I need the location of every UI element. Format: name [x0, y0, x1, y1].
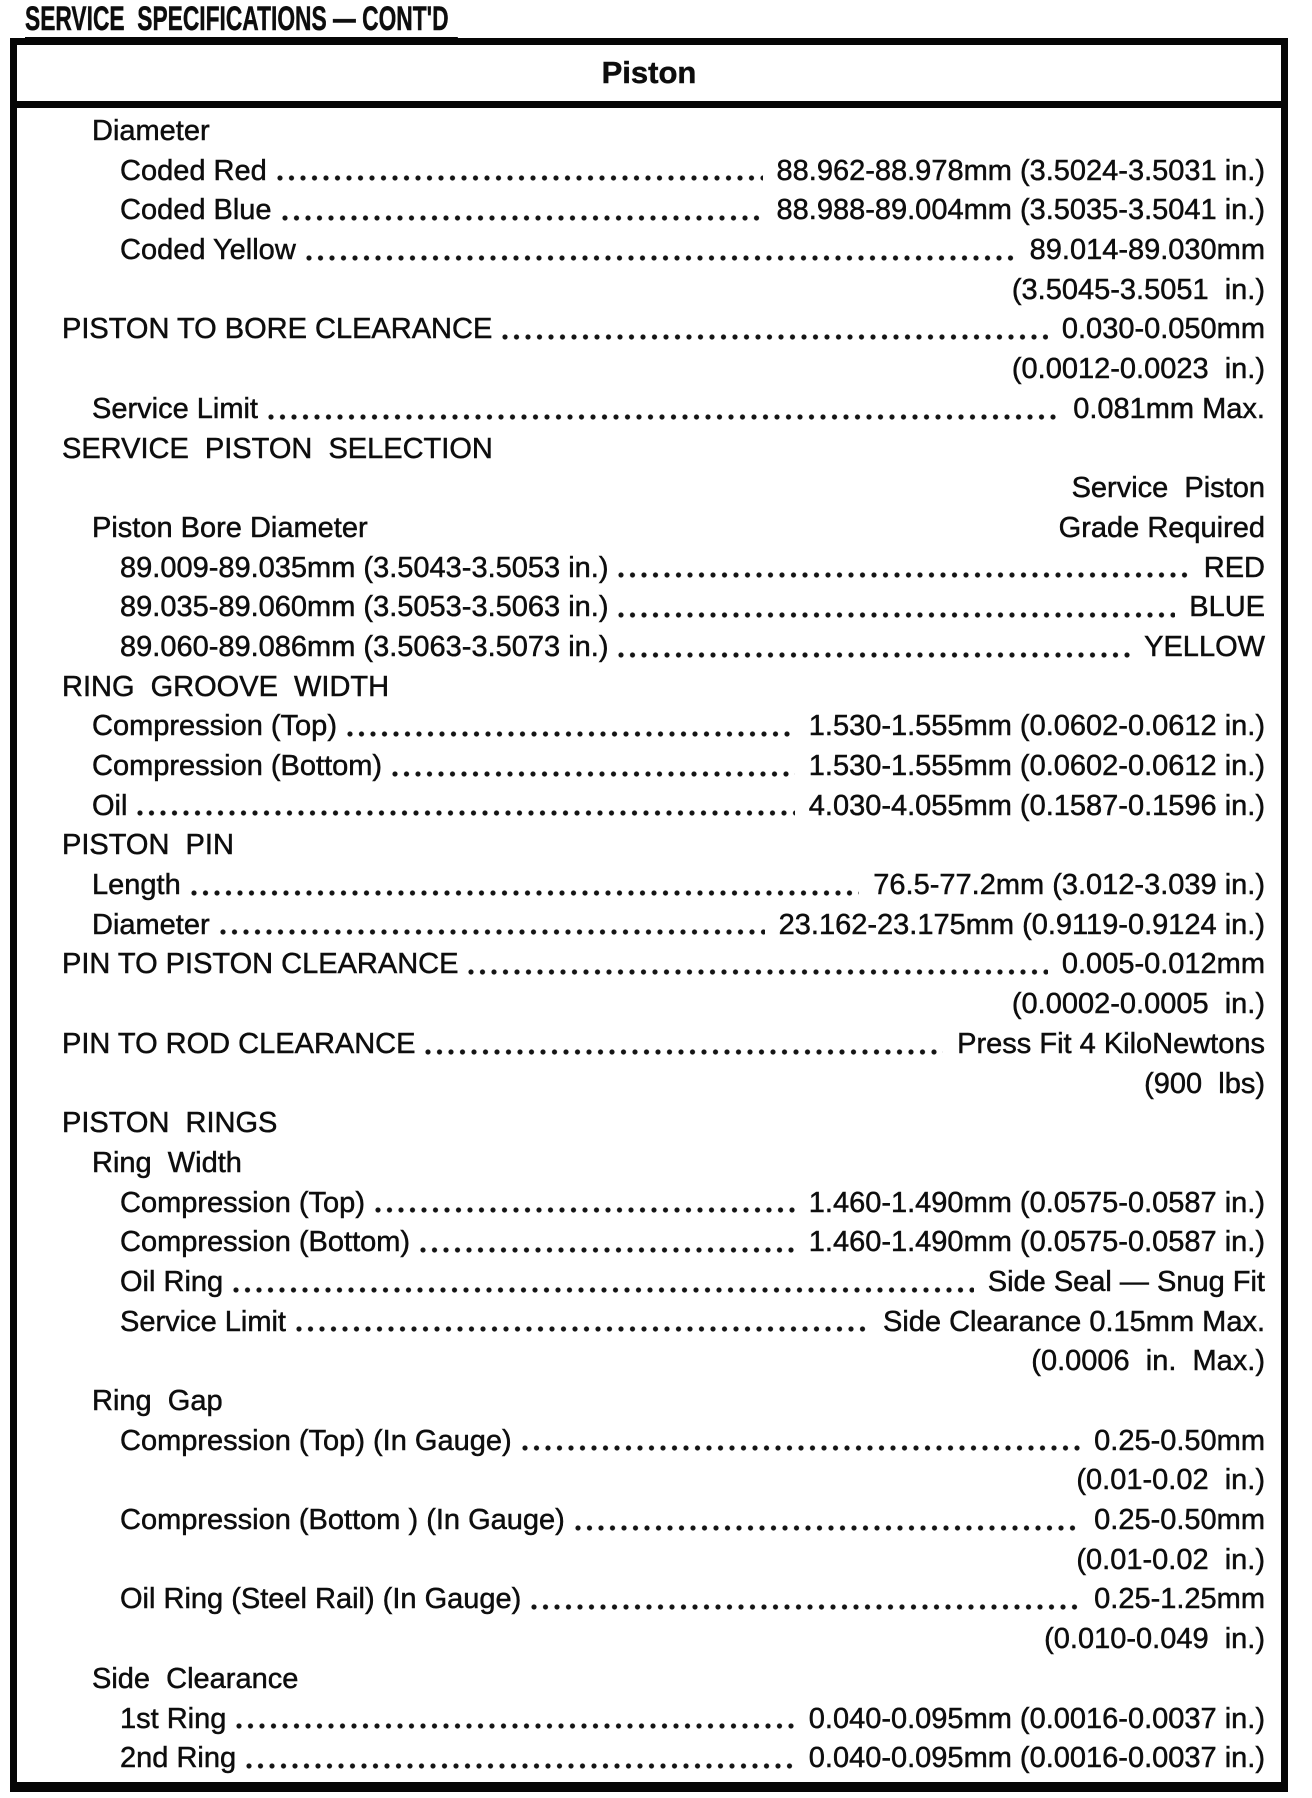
- spec-row: [17, 1342, 1265, 1382]
- spec-value: (0.0002-0.0005 in.): [1011, 988, 1265, 1021]
- spec-row: [17, 1025, 1265, 1065]
- dot-leader: [287, 1128, 1251, 1134]
- dot-leader: [236, 1723, 794, 1729]
- spec-label: Compression (Bottom): [92, 750, 383, 782]
- spec-value: (3.5045-3.5051 in.): [1011, 273, 1265, 306]
- dot-leader: [618, 572, 1189, 578]
- spec-value: RED: [1203, 551, 1265, 584]
- dot-leader: [72, 1644, 1030, 1650]
- dot-leader: [233, 1406, 1251, 1412]
- spec-row: [17, 588, 1265, 628]
- page-title: [25, 0, 671, 42]
- dot-leader: [399, 691, 1251, 697]
- spec-row: [17, 826, 1265, 866]
- spec-row: [17, 945, 1265, 985]
- spec-row: [17, 906, 1265, 946]
- spec-label: Compression (Bottom ) (In Gauge): [120, 1504, 565, 1537]
- spec-row: [17, 1461, 1265, 1501]
- spec-row: [17, 1660, 1265, 1700]
- spec-label: Compression (Top) (In Gauge): [120, 1424, 512, 1457]
- table-title: Piston: [17, 45, 1281, 108]
- dot-leader: [425, 1049, 943, 1055]
- spec-label: 89.060-89.086mm (3.5063-3.5073 in.): [120, 630, 609, 663]
- spec-row: [17, 191, 1265, 231]
- spec-value: 1.460-1.490mm (0.0575-0.0587 in.): [808, 1226, 1265, 1259]
- spec-value: 0.005-0.012mm: [1061, 948, 1265, 981]
- spec-label: Side Clearance: [92, 1662, 299, 1695]
- spec-label: PIN TO PISTON CLEARANCE: [62, 948, 459, 981]
- spec-row: [17, 430, 1265, 470]
- spec-label: Oil Ring: [120, 1265, 224, 1298]
- spec-value: 0.25-0.50mm: [1094, 1504, 1265, 1537]
- dot-leader: [296, 1326, 869, 1332]
- spec-value: Side Clearance 0.15mm Max.: [883, 1305, 1265, 1338]
- spec-row: [17, 747, 1265, 787]
- spec-label: SERVICE PISTON SELECTION: [62, 432, 493, 465]
- spec-row: [17, 1620, 1265, 1660]
- spec-label: Ring Gap: [92, 1385, 223, 1417]
- spec-label: Coded Red: [120, 154, 267, 187]
- dot-leader: [72, 1485, 1062, 1491]
- dot-leader: [244, 850, 1251, 856]
- dot-leader: [252, 1168, 1251, 1174]
- dot-leader: [502, 334, 1048, 340]
- dot-leader: [72, 374, 998, 380]
- spec-row: [17, 1422, 1265, 1462]
- spec-row: [17, 390, 1265, 430]
- spec-value: YELLOW: [1144, 630, 1265, 663]
- spec-value: (0.01-0.02 in.): [1076, 1464, 1265, 1497]
- spec-value: Press Fit 4 KiloNewtons: [957, 1027, 1265, 1060]
- spec-row: [17, 549, 1265, 589]
- spec-value: 4.030-4.055mm (0.1587-0.1596 in.): [808, 789, 1265, 822]
- spec-value: 89.014-89.030mm: [1029, 234, 1265, 267]
- dot-leader: [220, 136, 1251, 142]
- spec-label: PISTON PIN: [62, 829, 234, 862]
- spec-value: 0.25-0.50mm: [1094, 1424, 1265, 1457]
- spec-label: Diameter: [92, 115, 210, 147]
- spec-value: 0.040-0.095mm (0.0016-0.0037 in.): [808, 1702, 1265, 1735]
- dot-leader: [575, 1525, 1080, 1531]
- spec-label: Diameter: [92, 908, 210, 941]
- spec-row: [17, 1382, 1265, 1422]
- spec-row: [17, 1104, 1265, 1144]
- spec-value: (0.010-0.049 in.): [1044, 1623, 1265, 1656]
- spec-label: Oil: [92, 789, 128, 822]
- spec-row: [17, 509, 1265, 549]
- dot-leader: [618, 652, 1130, 658]
- spec-row: [17, 112, 1265, 152]
- spec-row: [17, 866, 1265, 906]
- spec-row: [17, 668, 1265, 708]
- dot-leader: [277, 175, 763, 181]
- spec-value: 0.040-0.095mm (0.0016-0.0037 in.): [808, 1742, 1265, 1775]
- spec-row: [17, 1541, 1265, 1581]
- spec-label: PISTON TO BORE CLEARANCE: [62, 313, 493, 346]
- spec-label: Service Limit: [92, 392, 258, 425]
- dot-leader: [531, 1604, 1080, 1610]
- spec-label: Piston Bore Diameter: [92, 511, 368, 544]
- spec-row: [17, 1263, 1265, 1303]
- spec-row: [17, 1739, 1265, 1779]
- dot-leader: [522, 1445, 1080, 1451]
- spec-label: Ring Width: [92, 1146, 242, 1179]
- dot-leader: [468, 969, 1047, 975]
- spec-row: [17, 1303, 1265, 1343]
- spec-row: [17, 1144, 1265, 1184]
- spec-row: [17, 707, 1265, 747]
- spec-value: 76.5-77.2mm (3.012-3.039 in.): [873, 869, 1265, 902]
- spec-row: [17, 1184, 1265, 1224]
- spec-row: [17, 1700, 1265, 1740]
- spec-label: Compression (Bottom): [120, 1226, 411, 1259]
- spec-label: 89.035-89.060mm (3.5053-3.5063 in.): [120, 591, 609, 624]
- dot-leader: [268, 414, 1059, 420]
- spec-value: (0.0006 in. Max.): [1031, 1345, 1265, 1378]
- spec-value: 23.162-23.175mm (0.9119-0.9124 in.): [778, 908, 1265, 941]
- spec-value: 88.988-89.004mm (3.5035-3.5041 in.): [776, 194, 1265, 227]
- dot-leader: [347, 731, 795, 737]
- spec-label: Length: [92, 869, 181, 902]
- spec-row: [17, 1065, 1265, 1105]
- spec-row: [17, 469, 1265, 509]
- spec-value: BLUE: [1189, 591, 1265, 624]
- spec-value: 1.530-1.555mm (0.0602-0.0612 in.): [808, 750, 1265, 782]
- spec-value: 1.530-1.555mm (0.0602-0.0612 in.): [808, 710, 1265, 743]
- spec-label: RING GROOVE WIDTH: [62, 670, 390, 703]
- spec-row: [17, 271, 1265, 311]
- spec-label: Coded Yellow: [120, 234, 296, 267]
- dot-leader: [308, 1684, 1251, 1690]
- spec-row: [17, 628, 1265, 668]
- spec-value: Service Piston: [1071, 472, 1265, 505]
- spec-value: 0.081mm Max.: [1073, 392, 1265, 425]
- dot-leader: [618, 612, 1175, 618]
- spec-row: [17, 787, 1265, 827]
- spec-value: (0.01-0.02 in.): [1076, 1543, 1265, 1576]
- dot-leader: [72, 493, 1058, 499]
- dot-leader: [378, 533, 1045, 539]
- dot-leader: [191, 890, 860, 896]
- spec-value: (0.0012-0.0023 in.): [1011, 353, 1265, 386]
- dot-leader: [72, 1564, 1062, 1570]
- spec-row: [17, 350, 1265, 390]
- spec-value: 0.030-0.050mm: [1061, 313, 1265, 346]
- spec-label: PIN TO ROD CLEARANCE: [62, 1027, 416, 1060]
- spec-label: Coded Blue: [120, 194, 272, 227]
- spec-value: 88.962-88.978mm (3.5024-3.5031 in.): [776, 154, 1265, 187]
- page-title-text: SERVICE SPECIFICATIONS — CONT'D: [25, 3, 458, 42]
- spec-label: 2nd Ring: [120, 1742, 237, 1775]
- piston-spec-table: [10, 38, 1288, 1792]
- dot-leader: [282, 215, 763, 221]
- spec-value: Grade Required: [1058, 511, 1265, 544]
- spec-label: PISTON RINGS: [62, 1107, 278, 1140]
- dot-leader: [220, 929, 765, 935]
- spec-label: Service Limit: [120, 1305, 286, 1338]
- spec-label: 1st Ring: [120, 1702, 227, 1735]
- spec-rows: [17, 108, 1281, 1779]
- dot-leader: [306, 255, 1016, 261]
- dot-leader: [233, 1287, 974, 1293]
- dot-leader: [72, 1366, 1017, 1372]
- spec-value: Side Seal — Snug Fit: [987, 1265, 1265, 1298]
- spec-label: Compression (Top): [120, 1186, 365, 1219]
- spec-row: [17, 1223, 1265, 1263]
- dot-leader: [72, 294, 998, 300]
- spec-row: [17, 985, 1265, 1025]
- dot-leader: [246, 1763, 795, 1769]
- spec-label: Compression (Top): [92, 710, 337, 743]
- spec-row: [17, 1501, 1265, 1541]
- spec-row: [17, 152, 1265, 192]
- dot-leader: [72, 1009, 998, 1015]
- spec-row: [17, 1580, 1265, 1620]
- spec-label: Oil Ring (Steel Rail) (In Gauge): [120, 1583, 522, 1616]
- dot-leader: [375, 1207, 795, 1213]
- spec-value: 1.460-1.490mm (0.0575-0.0587 in.): [808, 1186, 1265, 1219]
- spec-label: 89.009-89.035mm (3.5043-3.5053 in.): [120, 551, 609, 584]
- dot-leader: [137, 810, 794, 816]
- dot-leader: [503, 453, 1251, 459]
- dot-leader: [392, 771, 795, 777]
- spec-row: [17, 231, 1265, 271]
- spec-row: [17, 310, 1265, 350]
- spec-value: 0.25-1.25mm: [1094, 1583, 1265, 1616]
- dot-leader: [420, 1247, 795, 1253]
- spec-value: (900 lbs): [1144, 1067, 1265, 1100]
- dot-leader: [72, 1088, 1130, 1094]
